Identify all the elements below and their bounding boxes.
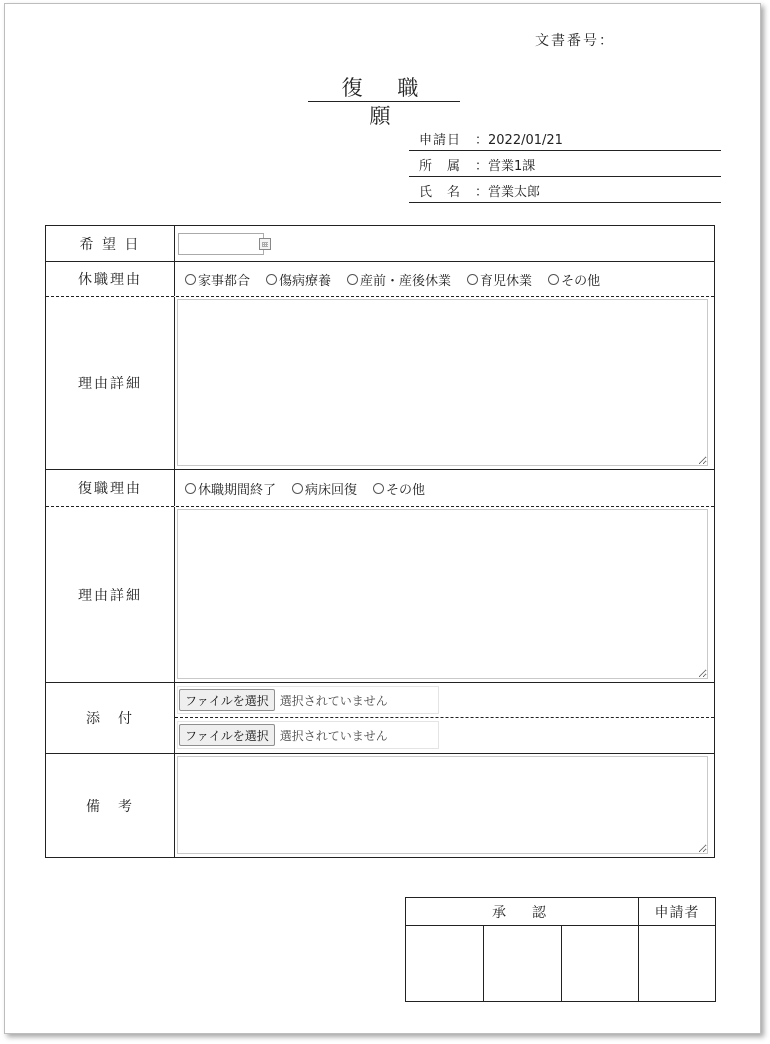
approval-stamp-table [405, 897, 716, 1002]
name-line [409, 184, 721, 203]
radio-leave-childcare[interactable]: 育児休業 [467, 270, 532, 289]
leave-detail-textarea[interactable] [177, 299, 708, 466]
remarks-textarea[interactable] [177, 756, 708, 854]
department-label: 所 属 [419, 159, 462, 174]
application-form [45, 225, 715, 858]
apply-date-line [409, 132, 721, 151]
file-input-1 [177, 686, 439, 714]
remarks-label: 備 考 [46, 754, 175, 857]
radio-leave-maternity[interactable]: 産前・産後休業 [347, 270, 451, 289]
leave-reason-row [46, 262, 714, 297]
approve-label: 承 認 [492, 904, 552, 921]
apply-date-separator: ： [475, 133, 489, 148]
file-input-2 [177, 721, 439, 749]
radio-circle-icon[interactable] [347, 274, 358, 285]
radio-circle-icon[interactable] [467, 274, 478, 285]
radio-leave-illness[interactable]: 傷病療養 [266, 270, 331, 289]
radio-circle-icon[interactable] [292, 483, 303, 494]
applicant-header [639, 898, 715, 926]
approve-header [406, 898, 639, 926]
file-status-text: 選択されていません [279, 728, 388, 743]
radio-return-period-end[interactable]: 休職期間終了 [185, 479, 276, 498]
document-number-label: 文書番号： [535, 33, 615, 49]
return-reason-label: 復職理由 [46, 470, 175, 506]
leave-detail-row [46, 297, 714, 470]
radio-circle-icon[interactable] [266, 274, 277, 285]
return-detail-row [46, 507, 714, 683]
return-detail-textarea[interactable] [177, 509, 708, 679]
return-reason-options [185, 470, 441, 506]
page-title: 復 職 願 [308, 74, 460, 102]
name-value: 営業太郎 [488, 185, 541, 200]
radio-leave-family[interactable]: 家事都合 [185, 270, 250, 289]
return-detail-label: 理由詳細 [46, 507, 175, 682]
attachment-label: 添 付 [46, 683, 175, 753]
radio-circle-icon[interactable] [548, 274, 559, 285]
attachment-row [46, 683, 714, 754]
department-line [409, 158, 721, 177]
calendar-icon[interactable] [259, 238, 271, 250]
choose-file-button[interactable]: ファイルを選択 [179, 724, 275, 746]
return-reason-row [46, 470, 714, 507]
radio-circle-icon[interactable] [373, 483, 384, 494]
desired-date-input[interactable] [178, 233, 264, 255]
leave-detail-label: 理由詳細 [46, 297, 175, 469]
leave-reason-label: 休職理由 [46, 262, 175, 296]
apply-date-value: 2022/01/21 [488, 133, 563, 148]
leave-reason-options [185, 262, 616, 296]
name-label: 氏 名 [419, 185, 462, 200]
apply-date-label: 申請日 [419, 133, 462, 148]
radio-return-other[interactable]: その他 [373, 479, 425, 498]
remarks-row [46, 754, 714, 857]
applicant-label: 申請者 [654, 904, 700, 921]
department-value: 営業1課 [488, 159, 536, 174]
desired-date-label: 希 望 日 [46, 226, 175, 261]
file-status-text: 選択されていません [279, 693, 388, 708]
department-separator: ： [475, 159, 489, 174]
radio-circle-icon[interactable] [185, 483, 196, 494]
radio-circle-icon[interactable] [185, 274, 196, 285]
choose-file-button[interactable]: ファイルを選択 [179, 689, 275, 711]
attachment-slot-1 [175, 683, 714, 718]
radio-leave-other[interactable]: その他 [548, 270, 600, 289]
name-separator: ： [475, 185, 489, 200]
desired-date-row [46, 226, 714, 262]
radio-return-recovery[interactable]: 病床回復 [292, 479, 357, 498]
